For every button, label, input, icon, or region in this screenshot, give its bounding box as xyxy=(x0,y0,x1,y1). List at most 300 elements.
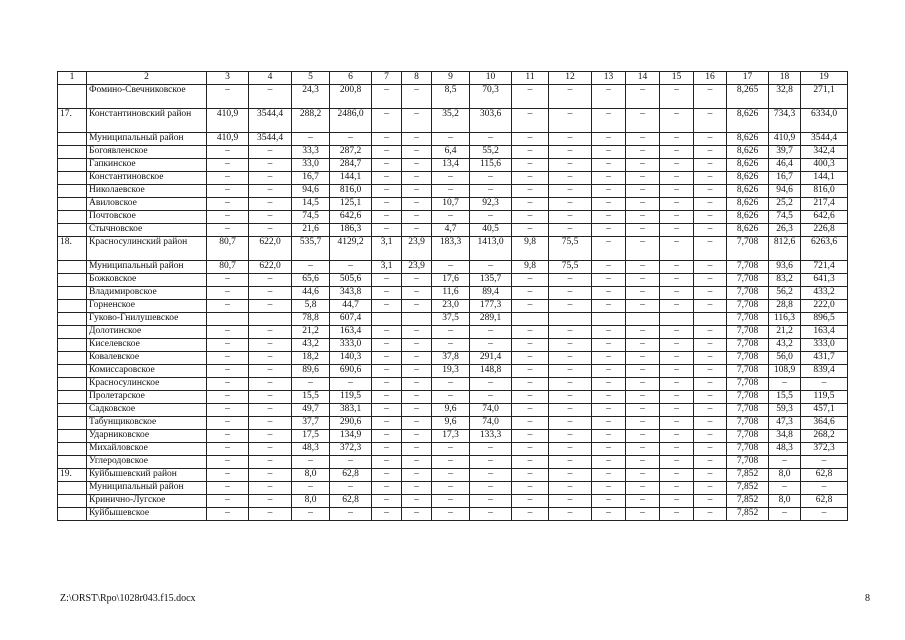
table-row xyxy=(58,469,848,482)
cell-value: 364,6 xyxy=(801,417,848,430)
cell-value: 6,4 xyxy=(432,146,470,159)
cell-value: – xyxy=(402,339,432,352)
cell-value: – xyxy=(769,456,801,469)
cell-value: – xyxy=(660,300,694,313)
cell-value: – xyxy=(660,443,694,456)
cell-value: – xyxy=(470,326,512,339)
cell-value: 43,2 xyxy=(769,339,801,352)
cell-value: 78,8 xyxy=(292,313,330,326)
cell-value: – xyxy=(512,352,549,365)
cell-value: – xyxy=(402,430,432,443)
row-name: Ковалевское xyxy=(87,352,207,365)
cell-value: 144,1 xyxy=(801,172,848,185)
cell-value: – xyxy=(402,352,432,365)
cell-value: – xyxy=(402,417,432,430)
cell-value: – xyxy=(512,482,549,495)
cell-value: – xyxy=(207,482,249,495)
cell-value: 21,2 xyxy=(769,326,801,339)
cell-value: – xyxy=(207,378,249,391)
cell-value: 56,2 xyxy=(769,287,801,300)
cell-value: – xyxy=(549,495,592,508)
cell-value: 11,6 xyxy=(432,287,470,300)
cell-value: – xyxy=(330,378,372,391)
cell-value: – xyxy=(626,261,660,274)
cell-value: 7,708 xyxy=(727,443,769,456)
cell-value: – xyxy=(801,508,848,521)
table-body xyxy=(58,72,848,521)
cell-value: – xyxy=(372,378,402,391)
cell-value: – xyxy=(512,430,549,443)
cell-value: – xyxy=(207,146,249,159)
cell-value: – xyxy=(372,456,402,469)
table-row xyxy=(58,185,848,198)
cell-value xyxy=(402,313,432,326)
cell-value: – xyxy=(470,495,512,508)
cell-value: – xyxy=(660,469,694,482)
cell-value: 7,708 xyxy=(727,352,769,365)
cell-value: – xyxy=(549,417,592,430)
cell-value: – xyxy=(292,456,330,469)
cell-value: – xyxy=(549,300,592,313)
cell-value: 433,2 xyxy=(801,287,848,300)
cell-value: 816,0 xyxy=(330,185,372,198)
cell-value: 7,852 xyxy=(727,469,769,482)
cell-value: – xyxy=(660,172,694,185)
cell-value: – xyxy=(512,300,549,313)
table-row xyxy=(58,326,848,339)
cell-value: – xyxy=(626,482,660,495)
cell-value: – xyxy=(470,172,512,185)
cell-value: 7,708 xyxy=(727,365,769,378)
cell-value: 144,1 xyxy=(330,172,372,185)
cell-value: – xyxy=(249,198,292,211)
cell-value: – xyxy=(592,159,626,172)
cell-value: 17,6 xyxy=(432,274,470,287)
cell-value: – xyxy=(249,365,292,378)
cell-value: – xyxy=(512,404,549,417)
cell-value: 10,7 xyxy=(432,198,470,211)
cell-value: – xyxy=(626,146,660,159)
cell-value: – xyxy=(402,172,432,185)
cell-value: – xyxy=(626,495,660,508)
cell-value: – xyxy=(330,456,372,469)
cell-value: – xyxy=(512,339,549,352)
row-name: Куйбышевское xyxy=(87,508,207,521)
cell-value: – xyxy=(249,300,292,313)
cell-value: 3,1 xyxy=(372,261,402,274)
cell-value: 289,1 xyxy=(470,313,512,326)
table-row xyxy=(58,391,848,404)
cell-value: – xyxy=(402,211,432,224)
cell-value: – xyxy=(372,469,402,482)
row-number xyxy=(58,417,87,430)
cell-value: – xyxy=(660,495,694,508)
cell-value: 410,9 xyxy=(207,133,249,146)
cell-value: – xyxy=(549,224,592,237)
cell-value: – xyxy=(207,456,249,469)
cell-value: – xyxy=(207,159,249,172)
cell-value: 8,0 xyxy=(769,495,801,508)
cell-value: 48,3 xyxy=(769,443,801,456)
cell-value: – xyxy=(207,172,249,185)
cell-value: 839,4 xyxy=(801,365,848,378)
cell-value: 56,0 xyxy=(769,352,801,365)
cell-value: – xyxy=(694,378,727,391)
cell-value xyxy=(207,313,249,326)
cell-value: – xyxy=(512,508,549,521)
cell-value: 32,8 xyxy=(769,85,801,109)
row-name: Садковское xyxy=(87,404,207,417)
cell-value: – xyxy=(470,133,512,146)
cell-value: – xyxy=(372,430,402,443)
cell-value: 28,8 xyxy=(769,300,801,313)
cell-value: – xyxy=(660,482,694,495)
row-number: 18. xyxy=(58,237,87,261)
cell-value: – xyxy=(660,365,694,378)
cell-value: – xyxy=(432,469,470,482)
cell-value: – xyxy=(626,85,660,109)
row-number xyxy=(58,352,87,365)
cell-value: – xyxy=(372,85,402,109)
cell-value: – xyxy=(769,508,801,521)
cell-value: – xyxy=(402,482,432,495)
cell-value: – xyxy=(626,365,660,378)
table-row xyxy=(58,352,848,365)
cell-value: 9,6 xyxy=(432,417,470,430)
cell-value: – xyxy=(470,443,512,456)
cell-value: – xyxy=(549,185,592,198)
cell-value: 217,4 xyxy=(801,198,848,211)
cell-value: – xyxy=(549,378,592,391)
cell-value: – xyxy=(432,495,470,508)
cell-value: 7,708 xyxy=(727,300,769,313)
cell-value: 8,626 xyxy=(727,224,769,237)
row-number: 19. xyxy=(58,469,87,482)
cell-value: 4129,2 xyxy=(330,237,372,261)
cell-value: – xyxy=(432,508,470,521)
cell-value: 3544,4 xyxy=(801,133,848,146)
cell-value: – xyxy=(402,133,432,146)
cell-value: 8,626 xyxy=(727,133,769,146)
cell-value: – xyxy=(402,391,432,404)
cell-value: – xyxy=(402,146,432,159)
cell-value: – xyxy=(372,339,402,352)
cell-value: – xyxy=(470,456,512,469)
cell-value: – xyxy=(549,365,592,378)
cell-value: – xyxy=(801,456,848,469)
cell-value: 125,1 xyxy=(330,198,372,211)
cell-value: 33,3 xyxy=(292,146,330,159)
cell-value: – xyxy=(402,300,432,313)
cell-value: – xyxy=(626,378,660,391)
cell-value: – xyxy=(402,224,432,237)
row-number xyxy=(58,133,87,146)
cell-value: – xyxy=(592,133,626,146)
cell-value: 622,0 xyxy=(249,261,292,274)
cell-value: – xyxy=(626,456,660,469)
cell-value: – xyxy=(207,365,249,378)
cell-value: 74,5 xyxy=(292,211,330,224)
column-header: 17 xyxy=(727,72,769,85)
cell-value: – xyxy=(694,456,727,469)
cell-value: 47,3 xyxy=(769,417,801,430)
cell-value: 6263,6 xyxy=(801,237,848,261)
cell-value: 721,4 xyxy=(801,261,848,274)
row-number: 17. xyxy=(58,109,87,133)
cell-value: – xyxy=(402,469,432,482)
cell-value: – xyxy=(592,495,626,508)
table-row xyxy=(58,172,848,185)
cell-value: – xyxy=(249,417,292,430)
cell-value: – xyxy=(694,261,727,274)
table-row xyxy=(58,146,848,159)
cell-value: 93,6 xyxy=(769,261,801,274)
cell-value: 6334,0 xyxy=(801,109,848,133)
cell-value: 200,8 xyxy=(330,85,372,109)
cell-value: – xyxy=(549,326,592,339)
cell-value: 62,8 xyxy=(330,469,372,482)
cell-value: – xyxy=(432,378,470,391)
cell-value: – xyxy=(249,456,292,469)
cell-value: – xyxy=(249,495,292,508)
cell-value: – xyxy=(372,109,402,133)
cell-value: – xyxy=(592,378,626,391)
cell-value: 333,0 xyxy=(330,339,372,352)
cell-value: – xyxy=(249,287,292,300)
cell-value: – xyxy=(330,133,372,146)
cell-value: 89,4 xyxy=(470,287,512,300)
cell-value: – xyxy=(660,159,694,172)
cell-value: 18,2 xyxy=(292,352,330,365)
cell-value: – xyxy=(512,109,549,133)
cell-value: – xyxy=(660,391,694,404)
cell-value xyxy=(249,313,292,326)
table-row xyxy=(58,287,848,300)
cell-value: – xyxy=(372,495,402,508)
cell-value: – xyxy=(592,404,626,417)
cell-value: – xyxy=(249,443,292,456)
cell-value: 288,2 xyxy=(292,109,330,133)
cell-value: 7,852 xyxy=(727,482,769,495)
row-number xyxy=(58,404,87,417)
row-name: Углеродовское xyxy=(87,456,207,469)
cell-value: – xyxy=(432,339,470,352)
cell-value: – xyxy=(592,352,626,365)
cell-value: – xyxy=(592,417,626,430)
column-header: 2 xyxy=(87,72,207,85)
cell-value: – xyxy=(660,326,694,339)
cell-value: – xyxy=(402,159,432,172)
cell-value: – xyxy=(592,274,626,287)
table-row xyxy=(58,133,848,146)
cell-value: 14,5 xyxy=(292,198,330,211)
cell-value: – xyxy=(694,508,727,521)
row-number xyxy=(58,495,87,508)
cell-value: – xyxy=(694,339,727,352)
cell-value: – xyxy=(660,352,694,365)
cell-value: – xyxy=(372,211,402,224)
cell-value: – xyxy=(549,443,592,456)
cell-value: – xyxy=(592,237,626,261)
cell-value: – xyxy=(372,185,402,198)
cell-value: – xyxy=(592,469,626,482)
table-row xyxy=(58,274,848,287)
cell-value: – xyxy=(694,85,727,109)
cell-value: – xyxy=(549,430,592,443)
row-number xyxy=(58,261,87,274)
cell-value: 119,5 xyxy=(330,391,372,404)
cell-value: – xyxy=(660,133,694,146)
cell-value: 55,2 xyxy=(470,146,512,159)
cell-value: – xyxy=(769,378,801,391)
cell-value: – xyxy=(592,326,626,339)
row-number xyxy=(58,430,87,443)
cell-value: – xyxy=(660,417,694,430)
cell-value: 268,2 xyxy=(801,430,848,443)
cell-value: – xyxy=(372,482,402,495)
row-name: Горненское xyxy=(87,300,207,313)
cell-value: – xyxy=(592,172,626,185)
cell-value: 25,2 xyxy=(769,198,801,211)
row-number xyxy=(58,85,87,109)
cell-value: 812,6 xyxy=(769,237,801,261)
cell-value: – xyxy=(207,495,249,508)
cell-value: – xyxy=(694,495,727,508)
row-number xyxy=(58,456,87,469)
cell-value: – xyxy=(372,443,402,456)
cell-value: 8,626 xyxy=(727,198,769,211)
cell-value: – xyxy=(626,443,660,456)
cell-value: – xyxy=(592,456,626,469)
cell-value: 4,7 xyxy=(432,224,470,237)
cell-value: 83,2 xyxy=(769,274,801,287)
column-header: 14 xyxy=(626,72,660,85)
cell-value: 7,708 xyxy=(727,287,769,300)
cell-value: – xyxy=(207,404,249,417)
cell-value: 2486,0 xyxy=(330,109,372,133)
cell-value: 535,7 xyxy=(292,237,330,261)
row-name: Николаевское xyxy=(87,185,207,198)
cell-value: 7,708 xyxy=(727,391,769,404)
row-name: Муниципальный район xyxy=(87,482,207,495)
cell-value: – xyxy=(694,391,727,404)
cell-value: – xyxy=(372,300,402,313)
cell-value: – xyxy=(592,211,626,224)
cell-value: – xyxy=(512,326,549,339)
cell-value: – xyxy=(769,482,801,495)
cell-value: – xyxy=(292,261,330,274)
row-number xyxy=(58,146,87,159)
cell-value: 177,3 xyxy=(470,300,512,313)
row-name: Муниципальный район xyxy=(87,133,207,146)
cell-value: 15,5 xyxy=(769,391,801,404)
row-name: Гапкинское xyxy=(87,159,207,172)
cell-value: 21,2 xyxy=(292,326,330,339)
row-number xyxy=(58,339,87,352)
cell-value: – xyxy=(626,109,660,133)
cell-value: 59,3 xyxy=(769,404,801,417)
cell-value: 641,3 xyxy=(801,274,848,287)
cell-value: – xyxy=(626,224,660,237)
cell-value: – xyxy=(694,443,727,456)
row-name: Авиловское xyxy=(87,198,207,211)
cell-value: – xyxy=(470,482,512,495)
cell-value: 342,4 xyxy=(801,146,848,159)
cell-value: – xyxy=(432,185,470,198)
cell-value: – xyxy=(512,378,549,391)
cell-value: – xyxy=(660,508,694,521)
cell-value: – xyxy=(372,274,402,287)
cell-value: – xyxy=(470,185,512,198)
cell-value: – xyxy=(549,352,592,365)
cell-value xyxy=(694,313,727,326)
cell-value: – xyxy=(512,287,549,300)
cell-value: 8,265 xyxy=(727,85,769,109)
cell-value: – xyxy=(592,443,626,456)
cell-value: – xyxy=(592,339,626,352)
row-number xyxy=(58,224,87,237)
cell-value: – xyxy=(207,326,249,339)
cell-value: – xyxy=(592,146,626,159)
cell-value: 89,6 xyxy=(292,365,330,378)
column-header: 4 xyxy=(249,72,292,85)
cell-value: – xyxy=(549,109,592,133)
cell-value: – xyxy=(592,430,626,443)
cell-value: 134,9 xyxy=(330,430,372,443)
cell-value: – xyxy=(372,224,402,237)
row-name: Михайловское xyxy=(87,443,207,456)
cell-value: – xyxy=(549,391,592,404)
cell-value: 8,0 xyxy=(292,495,330,508)
cell-value: – xyxy=(207,469,249,482)
column-header: 8 xyxy=(402,72,432,85)
cell-value: 7,708 xyxy=(727,313,769,326)
table-header-row xyxy=(58,72,848,85)
cell-value: – xyxy=(512,146,549,159)
cell-value: – xyxy=(207,85,249,109)
footer-file-path: Z:\ORST\Rpo\1028r043.f15.docx xyxy=(60,593,196,604)
table-row xyxy=(58,417,848,430)
cell-value: 7,708 xyxy=(727,404,769,417)
cell-value: – xyxy=(402,378,432,391)
cell-value: 163,4 xyxy=(330,326,372,339)
cell-value: – xyxy=(626,326,660,339)
cell-value: 74,0 xyxy=(470,417,512,430)
cell-value: – xyxy=(660,378,694,391)
cell-value: – xyxy=(432,391,470,404)
cell-value: – xyxy=(402,109,432,133)
cell-value: – xyxy=(249,146,292,159)
cell-value: 9,6 xyxy=(432,404,470,417)
cell-value: – xyxy=(694,211,727,224)
cell-value xyxy=(592,313,626,326)
table-row xyxy=(58,456,848,469)
cell-value: – xyxy=(592,365,626,378)
cell-value: – xyxy=(626,430,660,443)
cell-value: – xyxy=(207,443,249,456)
cell-value: – xyxy=(694,430,727,443)
cell-value: 734,3 xyxy=(769,109,801,133)
cell-value: – xyxy=(549,159,592,172)
cell-value: 108,9 xyxy=(769,365,801,378)
cell-value: 34,8 xyxy=(769,430,801,443)
cell-value: 271,1 xyxy=(801,85,848,109)
cell-value: – xyxy=(694,224,727,237)
cell-value: 372,3 xyxy=(801,443,848,456)
row-number xyxy=(58,198,87,211)
row-name: Владимировское xyxy=(87,287,207,300)
cell-value: 37,7 xyxy=(292,417,330,430)
